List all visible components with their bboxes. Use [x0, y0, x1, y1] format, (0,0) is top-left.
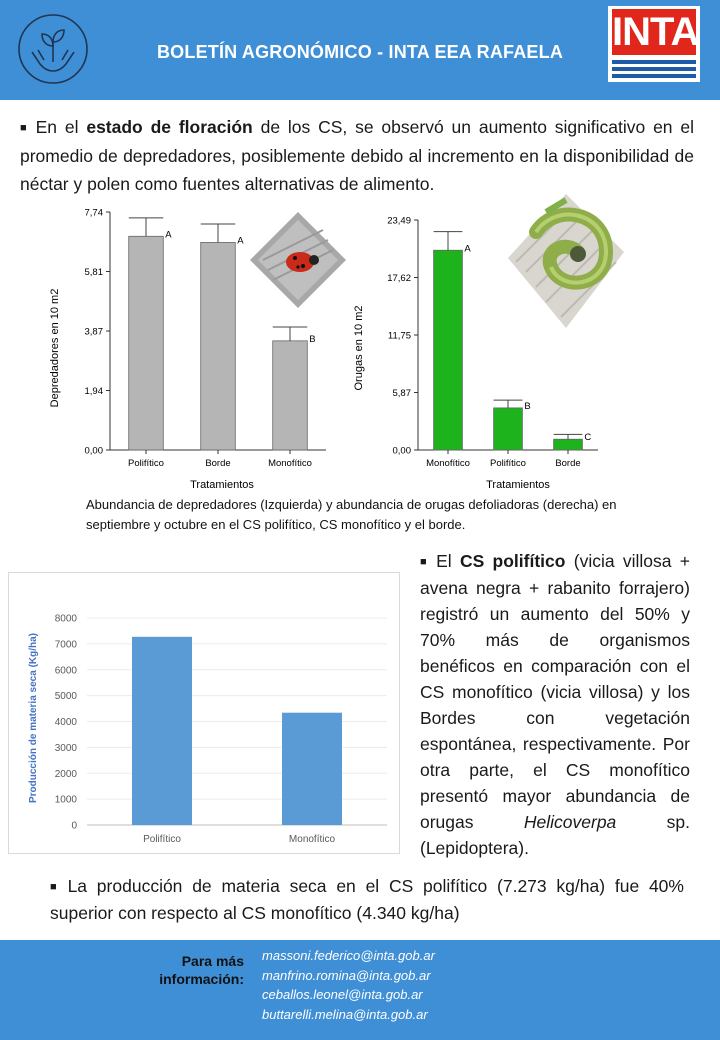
ladybug-photo: [248, 210, 348, 310]
chart3-y-tick-label: 8000: [54, 613, 77, 625]
email-link[interactable]: ceballos.leonel@inta.gob.ar: [262, 987, 423, 1002]
chart3-bar: [282, 713, 342, 825]
chart1-y-tick-label: 5,81: [84, 267, 103, 278]
chart2-x-tick-label: Monofítico: [426, 458, 470, 469]
polyphytic-paragraph: [420, 548, 690, 861]
chart1-x-tick-label: Borde: [205, 458, 231, 469]
chart3-y-tick-label: 0: [71, 820, 77, 832]
chart3-y-tick-label: 5000: [54, 691, 77, 703]
chart2-significance-letter: C: [584, 432, 592, 444]
chart2-bar: [434, 250, 463, 450]
chart3-y-tick-label: 2000: [54, 768, 77, 780]
chart3-x-tick-label: Monofítico: [288, 834, 336, 845]
chart2-y-tick-label: 17,62: [387, 273, 411, 284]
square-bullet-icon: ■: [20, 122, 30, 134]
chart1-y-tick-label: 3,87: [84, 326, 103, 338]
logo-stripe: [612, 67, 696, 71]
chart3-x-tick-label: Polifítico: [143, 834, 181, 845]
charts-caption: Abundancia de depredadores (Izquierda) y abundancia de orugas defoliadoras (derecha) en septiembre y octubre en el CS polifítico, CS monofítico y el borde.: [86, 497, 617, 532]
chart2-significance-letter: A: [464, 243, 471, 255]
header-bar: [0, 0, 720, 100]
dry-matter-bar-chart: [9, 573, 399, 853]
bold-text: CS polifítico: [459, 551, 566, 571]
chart1-x-tick-label: Monofítico: [268, 458, 312, 469]
text-run: La producción de materia seca en el CS polifítico (7.273 kg/ha) fue 40% superior con respecto al CS monofítico (4.340 kg/ha): [50, 876, 684, 923]
email-link[interactable]: buttarelli.melina@inta.gob.ar: [262, 1006, 428, 1022]
chart1-bar: [129, 236, 164, 450]
logo-stripe: [612, 60, 696, 64]
chart3-y-tick-label: 7000: [54, 639, 77, 651]
email-link[interactable]: massoni.federico@inta.gob.ar: [262, 948, 435, 963]
dry-matter-chart-frame: [8, 572, 400, 854]
caterpillar-image: [506, 192, 626, 332]
chart1-xlabel: Tratamientos: [190, 479, 254, 491]
text-run: (vicia villosa + avena negra + rabanito forrajero) registró un aumento del 50% y 70% más de organismos benéficos en comparación con el CS monofítico (vicia villosa) y los Bordes con vegetación espontánea, respectivamente. Por otra parte, el CS monofítico presentó mayor abundancia de orugas: [420, 551, 690, 832]
chart1-significance-letter: B: [309, 333, 316, 345]
email-link[interactable]: manfrino.romina@inta.gob.ar: [262, 967, 431, 983]
contact-label: Para más información:: [159, 953, 244, 987]
chart2-significance-letter: B: [524, 400, 531, 412]
email-list: [262, 946, 435, 1024]
square-bullet-icon: ■: [420, 556, 431, 568]
chart2-y-tick-label: 5,87: [392, 388, 411, 399]
text-run: sp. (Lepidoptera).: [420, 812, 690, 858]
chart1-y-tick-label: 0,00: [84, 445, 103, 457]
intro-paragraph: [20, 113, 694, 198]
chart3-bar: [132, 637, 192, 825]
dry-matter-paragraph: [50, 873, 684, 926]
chart2-bar: [554, 439, 583, 450]
chart1-significance-letter: A: [237, 235, 244, 247]
footer-bar: [0, 940, 720, 1040]
bulletin-title: BOLETÍN AGRONÓMICO - INTA EEA RAFAELA: [156, 42, 564, 62]
chart2-x-tick-label: Polifítico: [490, 458, 526, 469]
text-run: En el: [35, 117, 87, 137]
caterpillar-photo: [506, 192, 626, 332]
chart3-y-tick-label: 1000: [54, 794, 77, 806]
chart2-bar: [494, 408, 523, 450]
chart2-y-tick-label: 0,00: [392, 445, 411, 457]
chart1-x-tick-label: Polifítico: [128, 458, 164, 469]
inta-logo: [608, 6, 700, 82]
text-run: El: [436, 551, 460, 571]
chart3-y-tick-label: 4000: [54, 717, 77, 728]
chart2-x-tick-label: Borde: [555, 458, 581, 469]
chart1-bar: [201, 242, 236, 450]
chart2-ylabel: Orugas en 10 m2: [353, 305, 365, 391]
bold-text: estado de floración: [86, 117, 253, 137]
inta-logo-text: INTA: [612, 10, 699, 54]
chart1-significance-letter: A: [165, 229, 172, 241]
chart1-y-tick-label: 1,94: [84, 386, 103, 397]
chart2-y-tick-label: 23,49: [387, 215, 411, 227]
chart1-y-tick-label: 7,74: [84, 207, 103, 219]
italic-text: Helicoverpa: [523, 812, 617, 832]
ladybug-image: [248, 210, 348, 310]
square-bullet-icon: ■: [50, 881, 62, 893]
chart2-y-tick-label: 11,75: [387, 330, 411, 342]
chart1-ylabel: Depredadores en 10 m2: [49, 288, 61, 408]
chart3-ylabel: Producción de materia seca (Kg/ha): [28, 632, 39, 804]
chart3-y-tick-label: 6000: [54, 665, 77, 677]
chart2-xlabel: Tratamientos: [486, 479, 550, 491]
logo-stripe: [612, 74, 696, 78]
text-run: de los CS, se observó un aumento significativo en el promedio de depredadores, posiblemente debido al incremento en la disponibilidad de néctar y polen como fuentes alternativas de alimento.: [20, 117, 695, 194]
chart1-bar: [273, 341, 308, 450]
chart3-y-tick-label: 3000: [54, 742, 77, 754]
